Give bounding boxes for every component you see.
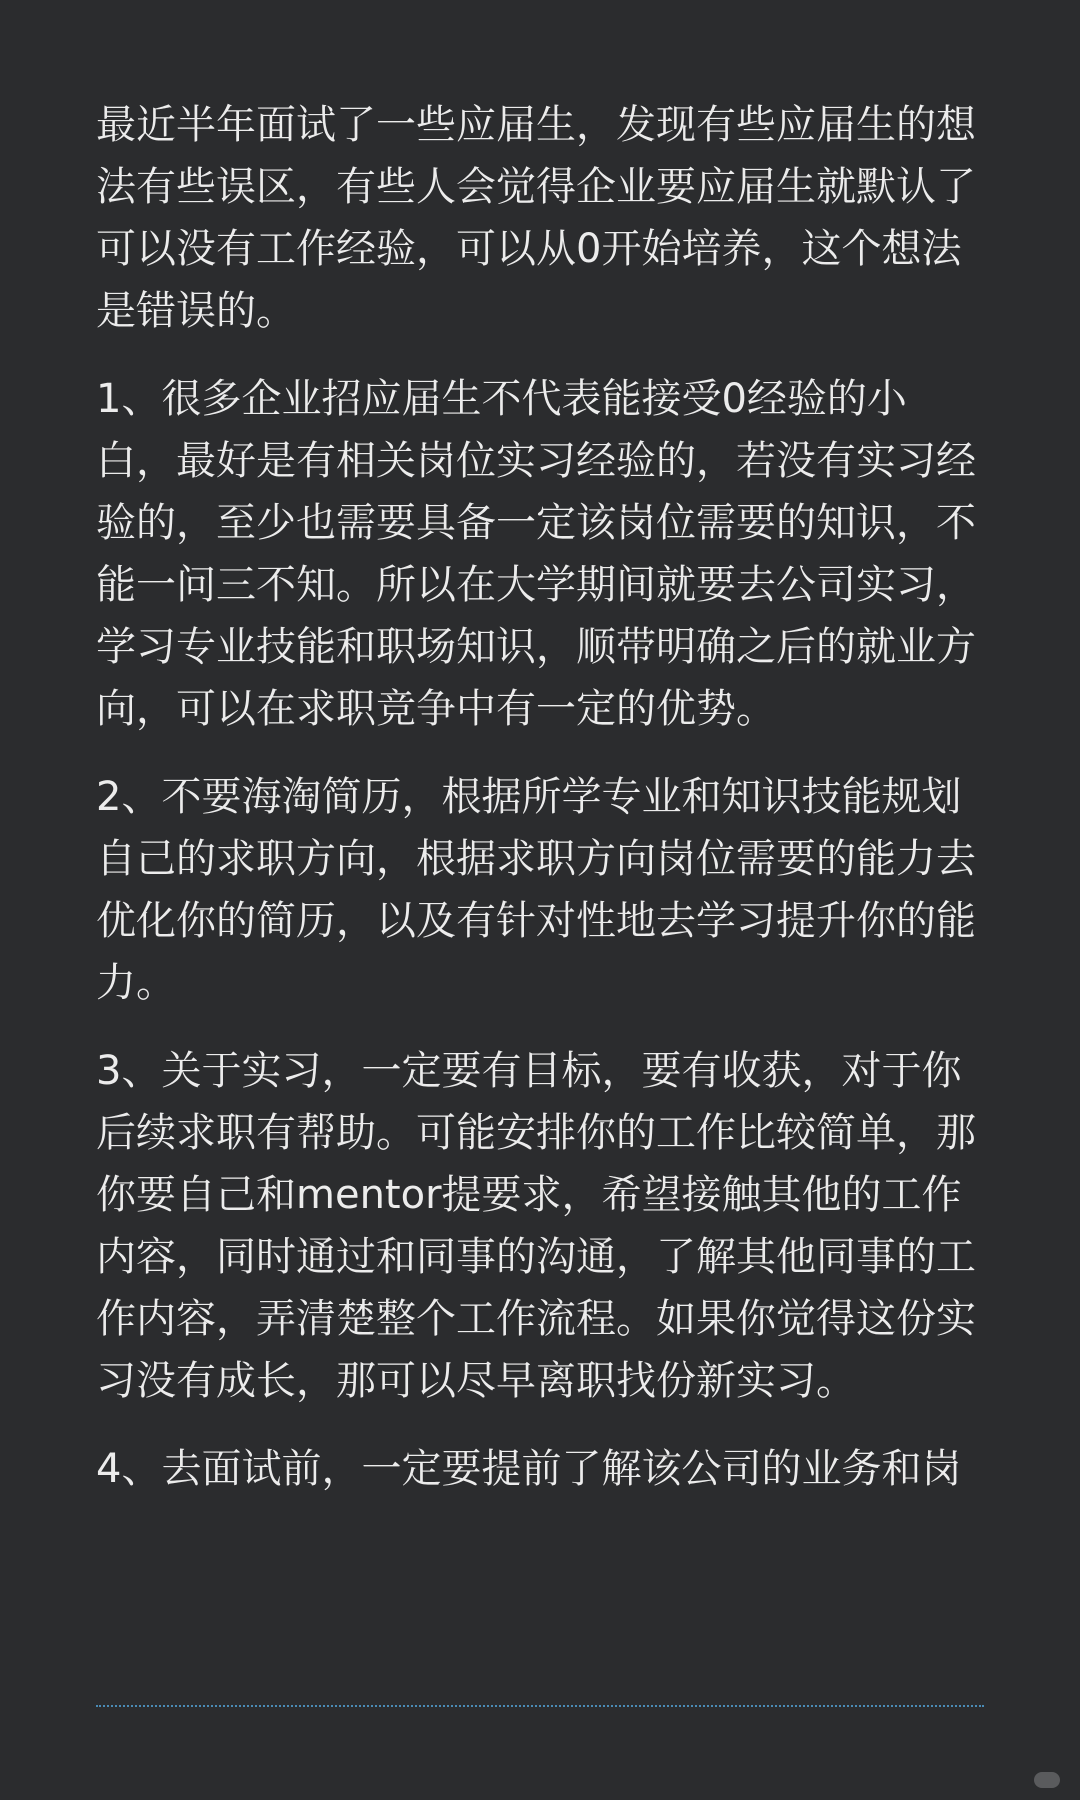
text-line: 验的，至少也需要具备一定该岗位需要的知识，不 (96, 500, 976, 546)
dotted-divider (96, 1705, 984, 1707)
text-line: 能一问三不知。所以在大学期间就要去公司实习， (96, 562, 976, 608)
text-line: 4、去面试前，一定要提前了解该公司的业务和岗 (96, 1446, 962, 1492)
paragraph-point-2 (96, 766, 984, 1014)
text-line: 作内容，弄清楚整个工作流程。如果你觉得这份实 (96, 1296, 976, 1342)
text-line: 你要自己和mentor提要求，希望接触其他的工作 (96, 1172, 962, 1218)
paragraph-point-3 (96, 1040, 984, 1412)
text-line: 3、关于实习，一定要有目标，要有收获，对于你 (96, 1048, 962, 1094)
text-line: 向，可以在求职竞争中有一定的优势。 (96, 686, 776, 732)
text-line: 是错误的。 (96, 288, 296, 334)
text-line: 优化你的简历，以及有针对性地去学习提升你的能 (96, 898, 976, 944)
paragraph-point-1 (96, 368, 984, 740)
text-line: 2、不要海淘简历，根据所学专业和知识技能规划 (96, 774, 962, 820)
text-line: 学习专业技能和职场知识，顺带明确之后的就业方 (96, 624, 976, 670)
paragraph-point-4 (96, 1438, 984, 1500)
text-line: 法有些误区，有些人会觉得企业要应届生就默认了 (96, 164, 976, 210)
text-line: 内容，同时通过和同事的沟通，了解其他同事的工 (96, 1234, 976, 1280)
watermark-logo (1034, 1772, 1060, 1788)
text-line: 习没有成长，那可以尽早离职找份新实习。 (96, 1358, 856, 1404)
text-line: 力。 (96, 960, 176, 1006)
text-line: 白，最好是有相关岗位实习经验的，若没有实习经 (96, 438, 976, 484)
paragraph-intro (96, 94, 984, 342)
text-line: 自己的求职方向，根据求职方向岗位需要的能力去 (96, 836, 976, 882)
text-line: 最近半年面试了一些应届生，发现有些应届生的想 (96, 102, 976, 148)
text-line: 可以没有工作经验，可以从0开始培养，这个想法 (96, 226, 962, 272)
text-line: 后续求职有帮助。可能安排你的工作比较简单，那 (96, 1110, 976, 1156)
text-line: 1、很多企业招应届生不代表能接受0经验的小 (96, 376, 907, 422)
article-body (96, 94, 984, 1526)
